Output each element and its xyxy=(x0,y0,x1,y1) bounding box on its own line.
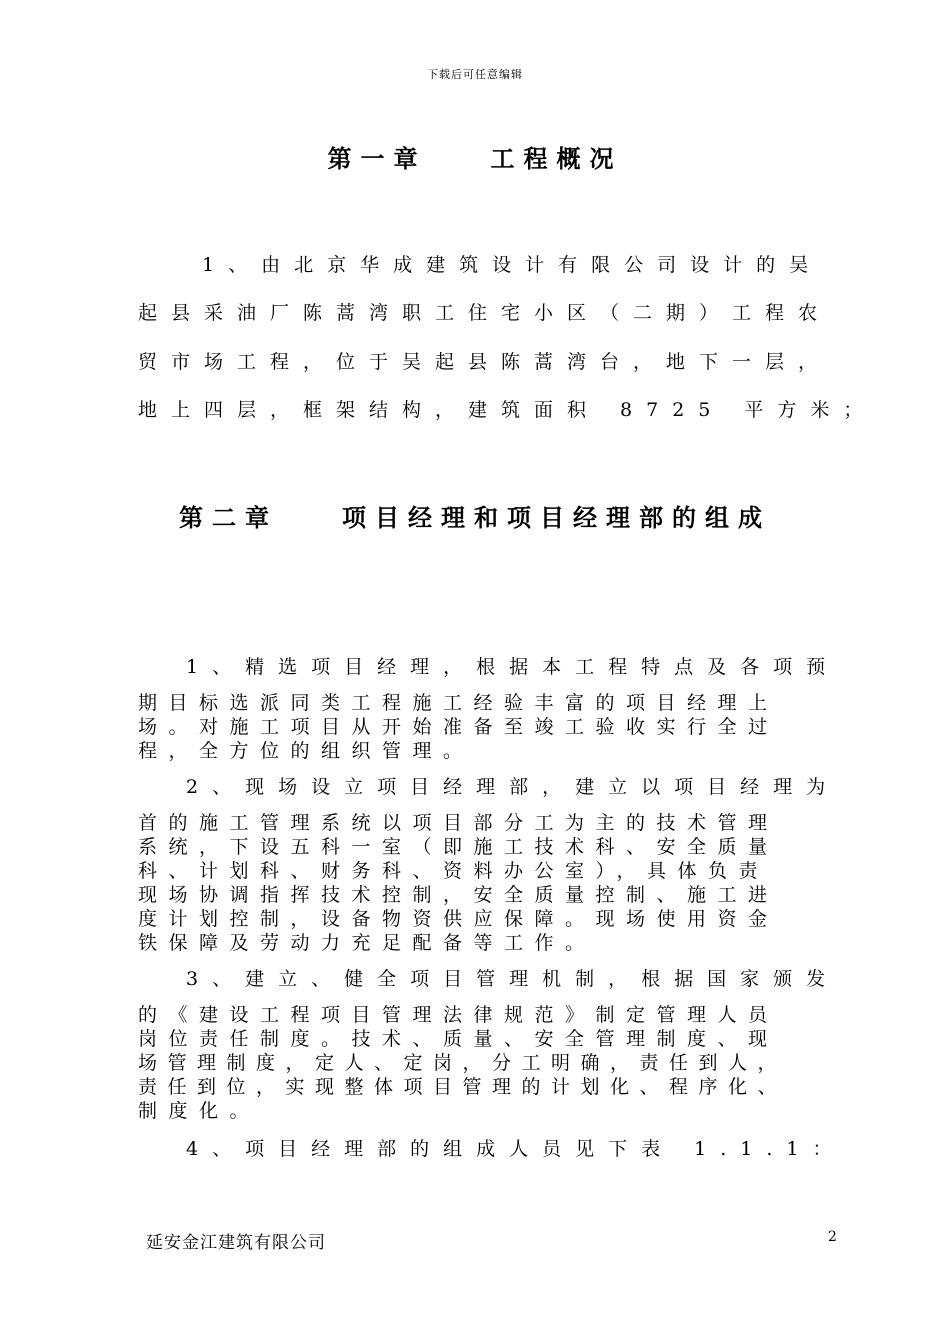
paragraph-line: 场。对施工项目从开始准备至竣工验收实行全过 xyxy=(138,716,779,738)
chapter-1-title: 工程概况 xyxy=(490,145,623,173)
paragraph-line: 的《建设工程项目管理法律规范》制定管理人员 xyxy=(138,1004,779,1026)
paragraph-line: 3、建立、健全项目管理机制，根据国家颁发 xyxy=(186,968,840,990)
paragraph-line: 程，全方位的组织管理。 xyxy=(138,740,474,762)
paragraph-line: 1、由北京华成建筑设计有限公司设计的吴 xyxy=(202,254,823,276)
chapter-2-title: 项目经理和项目经理部的组成 xyxy=(342,504,771,532)
chapter-1-number: 第一章 xyxy=(327,145,427,173)
paragraph-line: 期目标选派同类工程施工经验丰富的项目经理上 xyxy=(138,692,779,714)
header-note: 下载后可任意编辑 xyxy=(427,68,523,81)
paragraph-line: 现场协调指挥技术控制，安全质量控制、施工进 xyxy=(138,884,779,906)
paragraph-line: 系统，下设五科一室（即施工技术科、安全质量 xyxy=(138,836,779,858)
paragraph-line: 2、现场设立项目经理部，建立以项目经理为 xyxy=(186,776,840,798)
footer-company: 延安金江建筑有限公司 xyxy=(146,1233,326,1253)
paragraph-line: 制度化。 xyxy=(138,1100,261,1122)
paragraph-line: 首的施工管理系统以项目部分工为主的技术管理 xyxy=(138,812,779,834)
paragraph-line: 4、项目经理部的组成人员见下表 1.1.1： xyxy=(186,1138,846,1160)
paragraph-line: 场管理制度，定人、定岗，分工明确，责任到人， xyxy=(138,1052,788,1074)
paragraph-line: 地上四层，框架结构，建筑面积 8725 平方米； xyxy=(138,399,877,421)
paragraph-line: 贸市场工程，位于吴起县陈蒿湾台，地下一层， xyxy=(138,351,832,373)
paragraph-line: 科、计划科、财务科、资料办公室），具体负责 xyxy=(138,860,770,882)
paragraph-line: 铁保障及劳动力充足配备等工作。 xyxy=(138,932,596,954)
paragraph-line: 岗位责任制度。技术、质量、安全管理制度、现 xyxy=(138,1028,779,1050)
paragraph-line: 度计划控制，设备物资供应保障。现场使用资金 xyxy=(138,908,779,930)
paragraph-line: 1、精选项目经理，根据本工程特点及各项预 xyxy=(186,656,840,678)
chapter-1-heading xyxy=(0,139,950,174)
paragraph-line: 责任到位，实现整体项目管理的计划化、程序化、 xyxy=(138,1076,788,1098)
page-number: 2 xyxy=(828,1229,837,1245)
chapter-2-number: 第二章 xyxy=(179,504,278,532)
chapter-2-heading xyxy=(0,498,950,533)
paragraph-line: 起县采油厂陈蒿湾职工住宅小区（二期）工程农 xyxy=(138,302,832,324)
